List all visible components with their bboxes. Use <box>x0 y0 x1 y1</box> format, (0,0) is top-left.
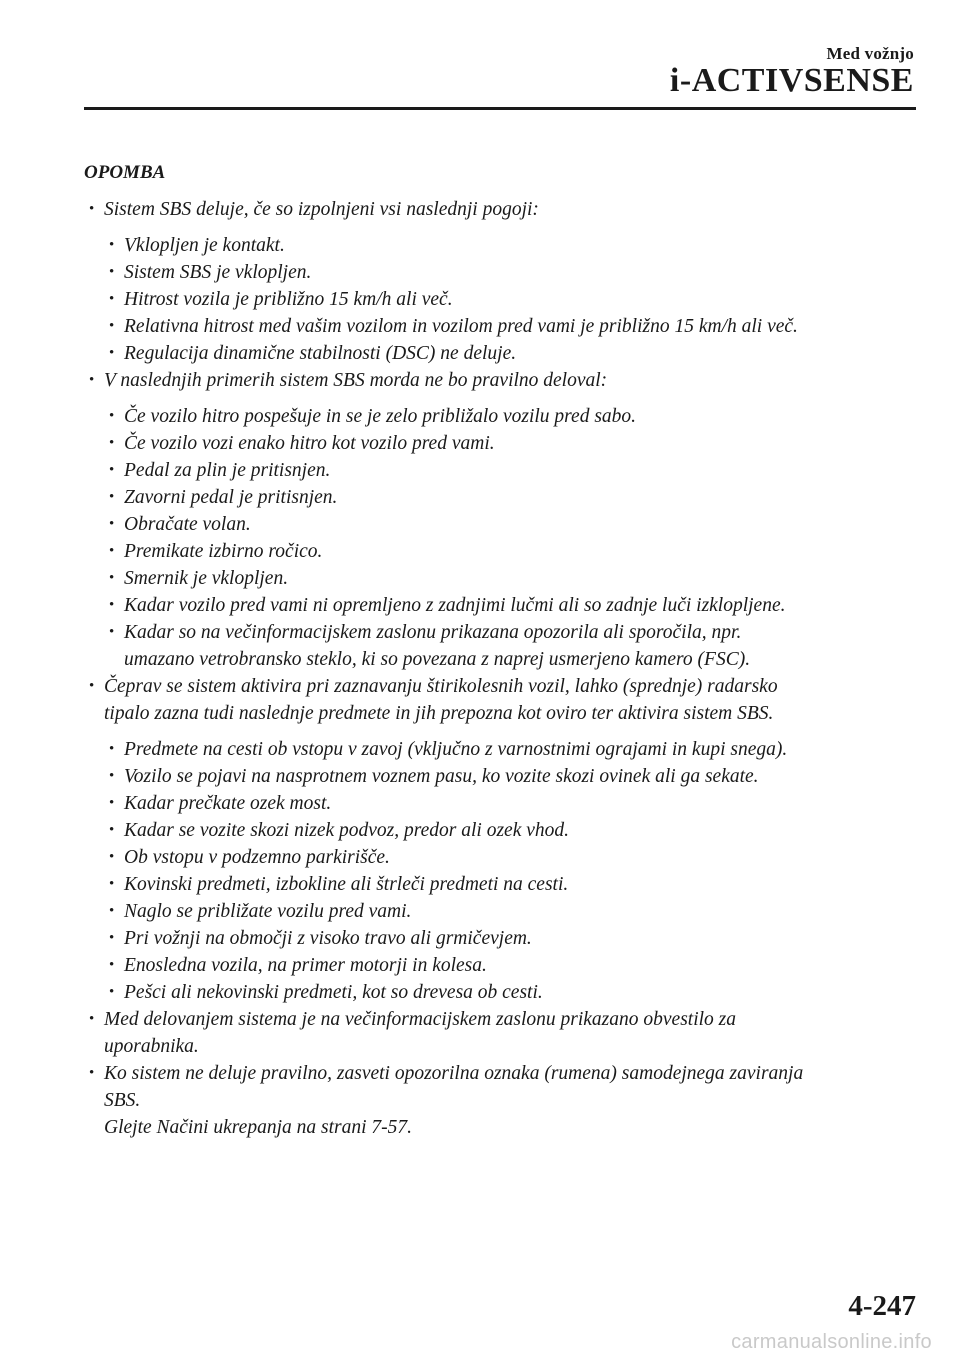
bullet-icon: • <box>89 678 95 694</box>
note-subitem <box>84 925 920 952</box>
bullet-icon: • <box>109 795 115 811</box>
note-line: Če vozilo vozi enako hitro kot vozilo pred vami. <box>124 433 495 454</box>
note-heading: OPOMBA <box>84 162 166 183</box>
note-subitem <box>84 340 920 367</box>
note-subitem <box>84 457 920 484</box>
note-subitem <box>84 619 920 673</box>
note-line: Predmete na cesti ob vstopu v zavoj (vključno z varnostnimi ograjami in kupi snega). <box>124 739 788 760</box>
note-item <box>84 1006 920 1060</box>
note-line: Zavorni pedal je pritisnjen. <box>124 487 338 508</box>
note-line: V naslednjih primerih sistem SBS morda ne bo pravilno deloval: <box>104 370 608 391</box>
note-subitem <box>84 511 920 538</box>
bullet-icon: • <box>109 408 115 424</box>
note-line: Kadar prečkate ozek most. <box>124 793 332 814</box>
note-subitem <box>84 979 920 1006</box>
note-line: Glejte Načini ukrepanja na strani 7-57. <box>104 1117 412 1138</box>
bullet-icon: • <box>109 822 115 838</box>
note-subitem <box>84 763 920 790</box>
bullet-icon: • <box>109 624 115 640</box>
note-subitem <box>84 790 920 817</box>
section-label: Med vožnjo <box>826 44 914 63</box>
bullet-icon: • <box>109 849 115 865</box>
note-subitem <box>84 871 920 898</box>
note-line: umazano vetrobransko steklo, ki so povezana z naprej usmerjeno kamero (FSC). <box>124 649 751 670</box>
note-line: Med delovanjem sistema je na večinformacijskem zaslonu prikazano obvestilo za <box>104 1009 737 1030</box>
note-item <box>84 367 920 394</box>
page-number: 4-247 <box>848 1290 916 1322</box>
bullet-icon: • <box>89 1011 95 1027</box>
bullet-icon: • <box>109 876 115 892</box>
note-subitem <box>84 817 920 844</box>
bullet-icon: • <box>109 543 115 559</box>
bullet-icon: • <box>109 345 115 361</box>
bullet-icon: • <box>89 372 95 388</box>
bullet-icon: • <box>109 957 115 973</box>
note-line: Vklopljen je kontakt. <box>124 235 285 256</box>
note-line: Hitrost vozila je približno 15 km/h ali več. <box>124 289 453 310</box>
note-line: Pri vožnji na območji z visoko travo ali grmičevjem. <box>124 928 532 949</box>
note-line: Smernik je vklopljen. <box>124 568 289 589</box>
note-line: Sistem SBS deluje, če so izpolnjeni vsi naslednji pogoji: <box>104 199 539 220</box>
note-subitem <box>84 736 920 763</box>
bullet-icon: • <box>109 768 115 784</box>
bullet-icon: • <box>109 903 115 919</box>
note-line: Sistem SBS je vklopljen. <box>124 262 312 283</box>
note-item <box>84 673 920 727</box>
note-subitem <box>84 952 920 979</box>
note-line: Pedal za plin je pritisnjen. <box>124 460 331 481</box>
note-list <box>84 196 920 1141</box>
bullet-icon: • <box>109 462 115 478</box>
bullet-icon: • <box>109 264 115 280</box>
watermark: carmanualsonline.info <box>731 1331 932 1353</box>
bullet-icon: • <box>89 201 95 217</box>
note-subitem <box>84 565 920 592</box>
note-line: SBS. <box>104 1090 141 1111</box>
note-subitem <box>84 484 920 511</box>
note-line: Relativna hitrost med vašim vozilom in vozilom pred vami je približno 15 km/h ali več. <box>124 316 798 337</box>
note-line: Kovinski predmeti, izbokline ali štrleči predmeti na cesti. <box>124 874 569 895</box>
note-line: Vozilo se pojavi na nasprotnem voznem pasu, ko vozite skozi ovinek ali ga sekate. <box>124 766 759 787</box>
bullet-icon: • <box>109 741 115 757</box>
note-line: Ko sistem ne deluje pravilno, zasveti opozorilna oznaka (rumena) samodejnega zaviranja <box>104 1063 804 1084</box>
note-subitem <box>84 898 920 925</box>
note-subitem <box>84 538 920 565</box>
note-subitem <box>84 403 920 430</box>
note-item <box>84 196 920 223</box>
note-line: Ob vstopu v podzemno parkirišče. <box>124 847 390 868</box>
note-line: Če vozilo hitro pospešuje in se je zelo približalo vozilu pred sabo. <box>124 406 637 427</box>
note-line: Kadar se vozite skozi nizek podvoz, predor ali ozek vhod. <box>124 820 570 841</box>
bullet-icon: • <box>109 435 115 451</box>
note-subitem <box>84 259 920 286</box>
bullet-icon: • <box>109 489 115 505</box>
bullet-icon: • <box>109 237 115 253</box>
bullet-icon: • <box>109 318 115 334</box>
note-item <box>84 1060 920 1141</box>
note-line: Čeprav se sistem aktivira pri zaznavanju štirikolesnih vozil, lahko (sprednje) radarsko <box>104 676 778 697</box>
note-line: tipalo zazna tudi naslednje predmete in jih prepozna kot oviro ter aktivira sistem SBS. <box>104 703 774 724</box>
note-subitem <box>84 232 920 259</box>
note-subitem <box>84 844 920 871</box>
chapter-title: i-ACTIVSENSE <box>669 62 914 99</box>
note-subitem <box>84 286 920 313</box>
bullet-icon: • <box>109 291 115 307</box>
note-subitem <box>84 430 920 457</box>
note-subitem <box>84 313 920 340</box>
note-line: Naglo se približate vozilu pred vami. <box>124 901 412 922</box>
bullet-icon: • <box>109 984 115 1000</box>
bullet-icon: • <box>109 516 115 532</box>
bullet-icon: • <box>109 597 115 613</box>
note-line: uporabnika. <box>104 1036 199 1057</box>
note-line: Enosledna vozila, na primer motorji in kolesa. <box>124 955 487 976</box>
note-subitem <box>84 592 920 619</box>
note-line: Pešci ali nekovinski predmeti, kot so drevesa ob cesti. <box>124 982 543 1003</box>
bullet-icon: • <box>109 570 115 586</box>
note-line: Regulacija dinamične stabilnosti (DSC) ne deluje. <box>124 343 517 364</box>
bullet-icon: • <box>89 1065 95 1081</box>
note-line: Premikate izbirno ročico. <box>124 541 323 562</box>
note-line: Obračate volan. <box>124 514 251 535</box>
note-line: Kadar vozilo pred vami ni opremljeno z zadnjimi lučmi ali so zadnje luči izklopljene. <box>124 595 786 616</box>
note-line: Kadar so na večinformacijskem zaslonu prikazana opozorila ali sporočila, npr. <box>124 622 742 643</box>
header-rule <box>84 107 916 110</box>
bullet-icon: • <box>109 930 115 946</box>
